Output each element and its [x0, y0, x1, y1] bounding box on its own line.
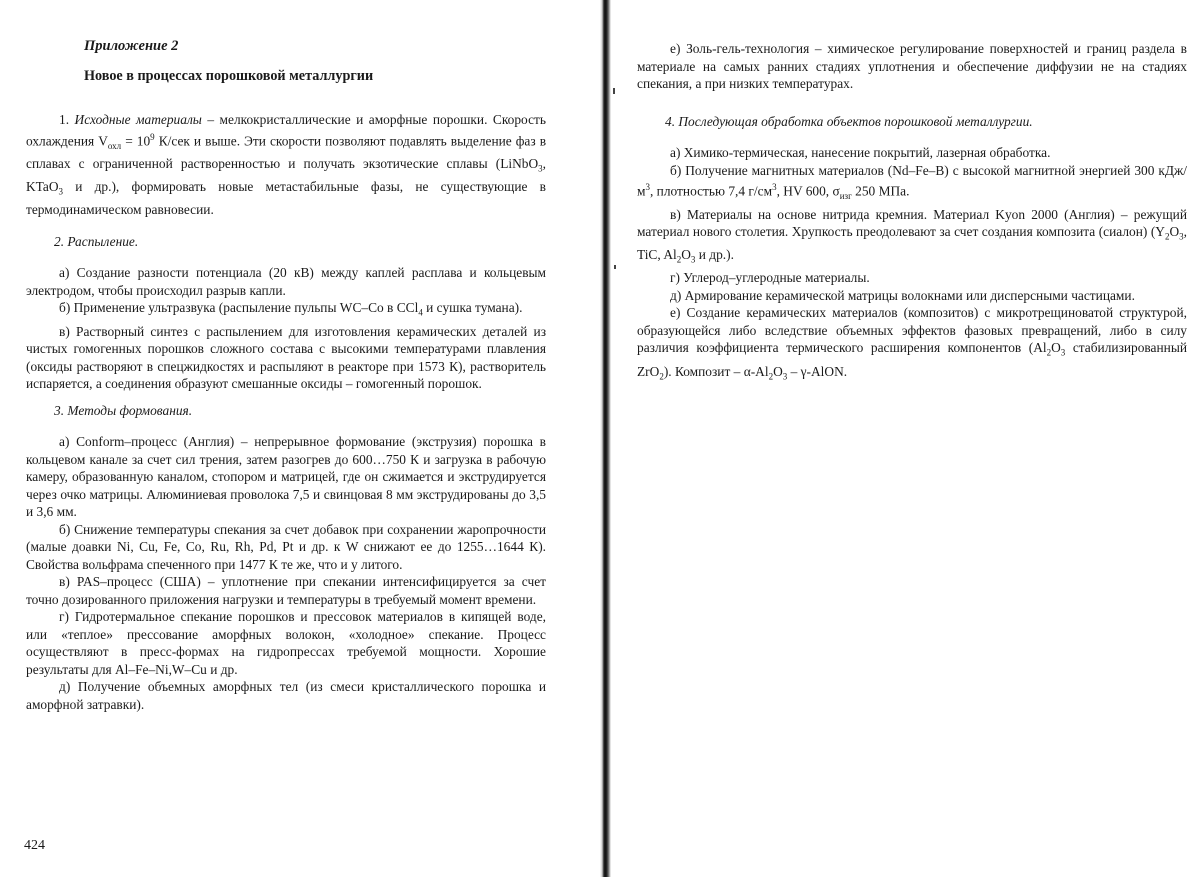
section-4-item-c-text: O [1169, 224, 1180, 240]
section-4-item-b-text: 250 МПа. [851, 183, 910, 199]
book-spine-gutter [600, 0, 611, 877]
section-4-item-f-text: – γ-AlON. [787, 363, 848, 379]
section-4-item-c-text: , TiC, Al [637, 224, 1187, 263]
section-3-heading: 3. Методы формования. [54, 402, 193, 418]
formula-subscript: 3 [58, 186, 64, 197]
section-3-item-a: а) Conform–процесс (Англия) – непрерывное формование (экструзия) порошка в кольцевом канале за счет сил трения, затем разогрев до 600…750 К и загрузка в рабочую камеру, образованную каналом, стопором и матрицей, где он сжимается и экструдируется через очко матрицы. Алюминиевая проволока 7,5 и свинцовая 8 мм экструдированы до 3,5 и 3,6 мм. [26, 434, 546, 520]
section-2-item-a: а) Создание разности потенциала (20 кВ) между каплей расплава и кольцевым электродом, чтобы происходил разрыв капли. [26, 265, 546, 298]
section-3-item-f: е) Золь-гель-технология – химическое регулирование поверхностей и границ раздела в материале на самых ранних стадиях уплотнения и обеспечение диффузии не на стадиях спекания, а при низких температурах. [637, 41, 1187, 91]
section-4-item-c-text: O [681, 247, 691, 263]
section-4-item-f [637, 304, 1187, 385]
formula-subscript: 3 [1179, 231, 1184, 242]
section-4-item-b-text: , плотностью 7,4 г/см [649, 183, 773, 199]
section-1-paragraph [26, 111, 546, 219]
section-4-item-c-text: и др.). [695, 247, 734, 263]
section-1-text: – мелкокристаллические и аморфные порошки. Скорость охлаждения V [26, 112, 546, 148]
section-1-text: и др.), формировать новые метастабильные фазы, не существующие в термодинамическом равновесии. [26, 179, 546, 218]
section-3-item-d: г) Гидротермальное спекание порошков и прессовок материалов в кипящей воде, или «теплое» прессование аморфных волокон, «холодное» спекание. Процесс осуществляют в пресс-формах на гидропрессах требуемой мощности. Хорошие результаты для Al–Fe–Ni,W–Cu и др. [26, 609, 546, 677]
formula-subscript: 2 [676, 254, 682, 265]
scan-speck [614, 265, 616, 269]
formula-subscript: 2 [659, 371, 664, 382]
section-4-item-d: г) Углерод–углеродные материалы. [670, 270, 870, 286]
section-2-item-b-text: и сушка тумана). [422, 300, 523, 316]
section-4-item-f-text: стабилизированный ZrO [637, 340, 1188, 379]
section-3-item-b: б) Снижение температуры спекания за счет добавок при сохранении жаропрочности (малые доавки Ni, Cu, Fe, Co, Ru, Rh, Pd, Pt и др. к W снижают ее до 1255…1644 К). Свойства вольфрама спеченного при 1477 К те же, что и у литого. [26, 521, 546, 572]
section-1-text: , KTaO [26, 156, 546, 195]
right-page [611, 0, 1200, 877]
section-4-item-b-text: , HV 600, σ [776, 183, 840, 199]
section-4-item-c [637, 206, 1187, 270]
section-1-text: = 10 [121, 132, 151, 148]
section-2-item-b [26, 299, 546, 322]
section-4-item-b-text: б) Получение магнитных материалов (Nd–Fe–B) с высокой магнитной энергией 300 кДж/м [637, 162, 1187, 199]
page-number: 424 [24, 838, 45, 853]
section-2-item-c: в) Растворный синтез с распылением для изготовления керамических деталей из чистых гомогенных порошков сложного состава с высокими температурами плавления (оксиды растворяют в спецжидкостях и распыляют в реакторе при 1573 К), растворитель испаряется, а соединения образуют смешанные оксиды – гомогенный порошок. [26, 323, 546, 392]
unit-superscript: 3 [772, 182, 777, 192]
formula-subscript: 3 [690, 254, 696, 265]
formula-subscript: 2 [768, 371, 774, 382]
sigma-subscript: изг [839, 191, 852, 202]
formula-subscript: 2 [1164, 231, 1170, 242]
section-3-item-c: в) PAS–процесс (США) – уплотнение при спекании интенсифицируется за счет точно дозированного приложения нагрузки и температуры в требуемый момент времени. [26, 574, 546, 607]
section-4-item-b [637, 162, 1187, 206]
section-4-item-e: д) Армирование керамической матрицы волокнами или дисперсными частицами. [670, 287, 1135, 303]
section-4-item-f-text: O [1051, 340, 1061, 356]
section-1-text: К/сек и выше. Эти скорости позволяют подавлять выделение фаз в сплавах с ограниченной растворенностью и получать экзотические сплавы (LiNbO [26, 132, 547, 172]
section-4-item-f-text: е) Создание керамических материалов (композитов) с микротрещиноватой структурой, образующейся либо вследствие объемных эффектов фазовых превращений, либо в силу различия коэффициента термического расширения компонентов (Al [637, 305, 1187, 356]
section-1-number: 1. [59, 112, 75, 127]
section-2-item-b-text: б) Применение ультразвука (распыление пульпы WC–Co в CCl [59, 300, 419, 316]
section-1-heading: Исходные материалы [74, 112, 202, 127]
formula-subscript: 4 [418, 308, 423, 319]
chapter-title: Новое в процессах порошковой металлургии [84, 67, 374, 84]
formula-subscript: 2 [1046, 348, 1052, 359]
section-4-item-f-text: ). Композит – α-Al [663, 363, 769, 379]
section-4-item-c-text: в) Материалы на основе нитрида кремния. Материал Kyon 2000 (Англия) – режущий материал нового столетия. Хрупкость преодолевают за счет создания композита (сиалон) (Y [637, 206, 1187, 240]
unit-superscript: 3 [645, 182, 650, 192]
formula-subscript: 3 [782, 371, 788, 382]
section-4-item-a: а) Химико-термическая, нанесение покрытий, лазерная обработка. [670, 145, 1051, 160]
scan-speck [613, 88, 615, 94]
left-text-column [26, 34, 546, 713]
appendix-label: Приложение 2 [84, 38, 179, 54]
section-2-heading: 2. Распыление. [54, 233, 139, 249]
cooling-subscript: охл [107, 140, 122, 151]
formula-subscript: 3 [538, 163, 543, 174]
formula-subscript: 3 [1060, 348, 1066, 359]
section-4-heading: 4. Последующая обработка объектов порошковой металлургии. [665, 113, 1033, 129]
right-text-column [637, 40, 1187, 386]
power-superscript: 9 [150, 131, 155, 142]
section-3-item-e: д) Получение объемных аморфных тел (из смеси кристаллического порошка и аморфной затравки). [26, 679, 546, 712]
section-4-item-f-text: O [773, 363, 783, 379]
